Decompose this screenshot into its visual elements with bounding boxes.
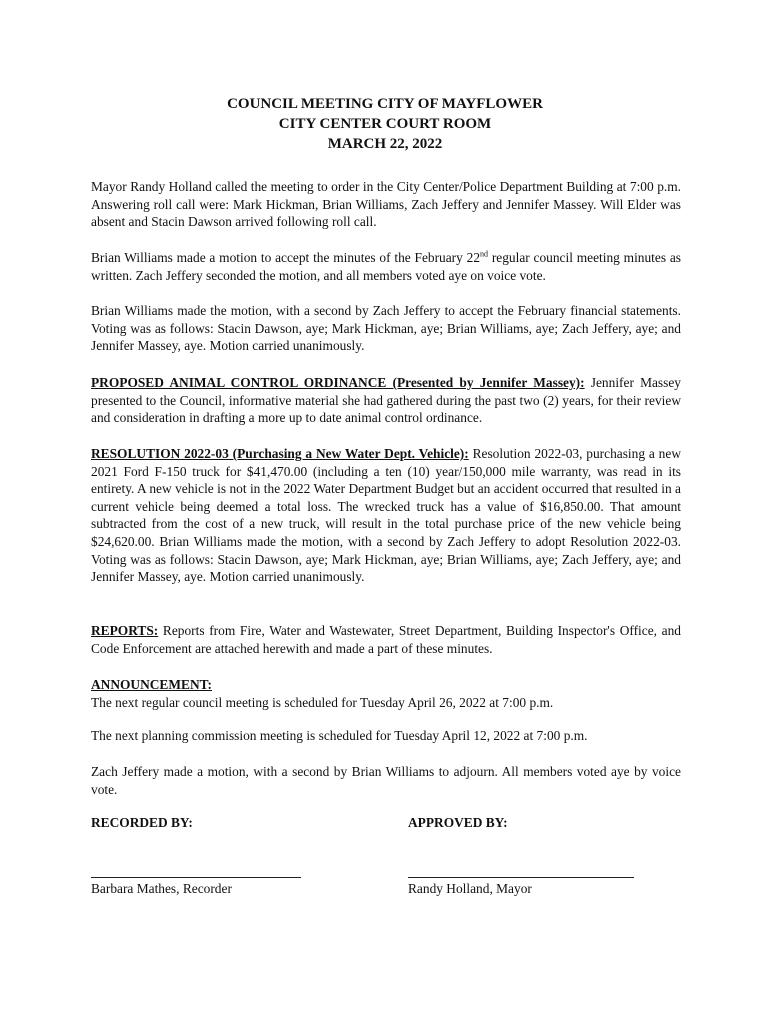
header-title: COUNCIL MEETING CITY OF MAYFLOWER	[227, 96, 543, 112]
header-date: MARCH 22, 2022	[327, 136, 443, 152]
recorder-signature-line	[91, 877, 301, 878]
reports-body: Reports from Fire, Water and Wastewater, Street Department, Building Inspector's Office, and Code Enforcement are attached herewith and made a part of these minutes.	[91, 623, 681, 656]
document-header	[0, 94, 770, 154]
animal-control-body: Jennifer Massey presented to the Council, informative material she had gathered during the past two (2) years, for their review and consideration in drafting a more up to date animal control ordinance.	[91, 375, 681, 426]
header-location: CITY CENTER COURT ROOM	[278, 116, 492, 132]
announcement-paragraph	[91, 676, 681, 711]
call-to-order-paragraph: Mayor Randy Holland called the meeting to order in the City Center/Police Department Building at 7:00 p.m. Answering roll call were: Mark Hickman, Brian Williams, Zach Jeffery and Jennifer Massey. Will Elder was absent and Stacin Dawson arrived following roll call.	[91, 179, 681, 230]
resolution-paragraph	[91, 445, 681, 586]
minutes-paragraph	[91, 249, 681, 284]
reports-paragraph	[91, 622, 681, 657]
resolution-body: Resolution 2022-03, purchasing a new 2021 Ford F-150 truck for $41,470.00 (including a ten (10) year/150,000 mile warranty, was read in its entirety. A new vehicle is not in the 2022 Water Department Budget but an accident occurred that resulted in a current vehicle being deemed a total loss. The wrecked truck has a value of $16,850.00. That amount subtracted from the cost of a new truck, will result in the total purchase price of the new vehicle being $24,620.00. Brian Williams made the motion, with a second by Zach Jeffery to adopt Resolution 2022-03. Voting was as follows: Stacin Dawson, aye; Mark Hickman, aye; Brian Williams, aye; Zach Jeffery, aye; and Jennifer Massey, aye. Motion carried unanimously.	[91, 446, 681, 585]
financial-paragraph: Brian Williams made the motion, with a second by Zach Jeffery to accept the February financial statements. Voting was as follows: Stacin Dawson, aye; Mark Hickman, aye; Brian Williams, aye; Zach Jeffery, aye; and Jennifer Massey, aye. Motion carried unanimously.	[91, 303, 681, 354]
animal-control-paragraph	[91, 374, 681, 427]
minutes-text-part1: Brian Williams made a motion to accept the minutes of the February 22	[91, 250, 481, 265]
announcement-council-meeting: The next regular council meeting is scheduled for Tuesday April 26, 2022 at 7:00 p.m.	[91, 694, 554, 710]
reports-heading: REPORTS:	[91, 623, 159, 638]
announcement-heading: ANNOUNCEMENT:	[91, 677, 213, 692]
resolution-heading: RESOLUTION 2022-03 (Purchasing a New Water Dept. Vehicle):	[91, 446, 469, 461]
recorder-name: Barbara Mathes, Recorder	[91, 881, 232, 896]
minutes-text-part2: regular council meeting minutes as written. Zach Jeffery seconded the motion, and all members voted aye on voice vote.	[91, 250, 681, 283]
mayor-name: Randy Holland, Mayor	[408, 881, 532, 896]
approved-by-label: APPROVED BY:	[408, 815, 508, 830]
animal-control-heading: PROPOSED ANIMAL CONTROL ORDINANCE (Presented by Jennifer Massey):	[91, 375, 585, 390]
minutes-superscript: nd	[480, 249, 489, 259]
recorded-by-label: RECORDED BY:	[91, 815, 193, 830]
mayor-signature-line	[408, 877, 634, 878]
announcement-planning-meeting: The next planning commission meeting is scheduled for Tuesday April 12, 2022 at 7:00 p.m.	[91, 728, 588, 743]
adjourn-paragraph: Zach Jeffery made a motion, with a second by Brian Williams to adjourn. All members voted aye by voice vote.	[91, 764, 681, 797]
